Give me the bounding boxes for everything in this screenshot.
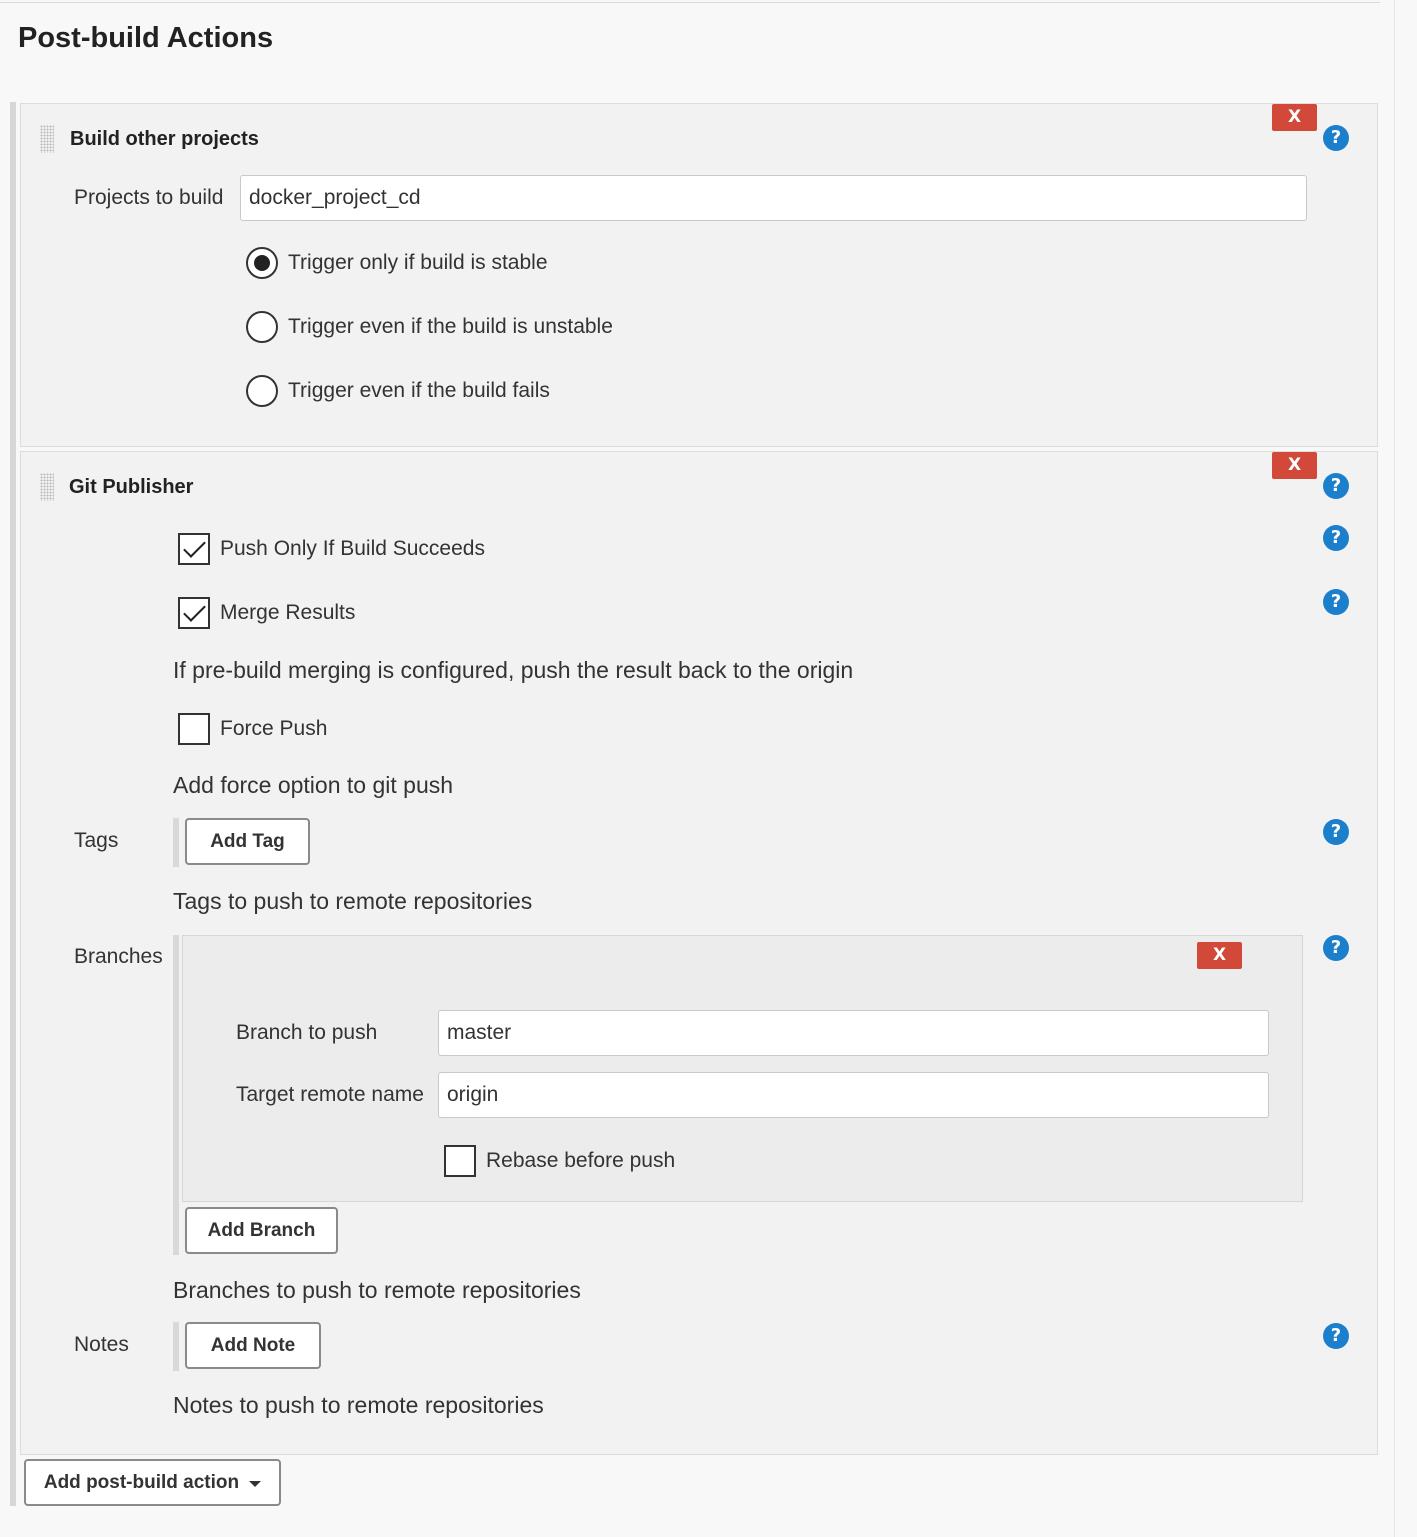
add-branch-button[interactable]: Add Branch xyxy=(185,1207,338,1254)
build-other-projects-section xyxy=(20,103,1378,447)
branch-entry xyxy=(182,935,1303,1202)
page-title: Post-build Actions xyxy=(18,22,274,54)
section-title: Build other projects xyxy=(70,128,259,150)
dropdown-caret-icon xyxy=(249,1481,261,1487)
notes-description: Notes to push to remote repositories xyxy=(173,1392,544,1418)
rebase-before-push-checkbox[interactable] xyxy=(444,1145,675,1177)
merge-results-description: If pre-build merging is configured, push the result back to the origin xyxy=(173,657,854,683)
trigger-stable-radio[interactable] xyxy=(246,247,548,279)
drag-handle-icon[interactable] xyxy=(40,473,54,501)
right-divider xyxy=(1394,0,1395,1537)
branches-description: Branches to push to remote repositories xyxy=(173,1277,581,1303)
radio-label: Trigger even if the build is unstable xyxy=(288,315,613,338)
trigger-fails-radio[interactable] xyxy=(246,375,550,407)
checkbox[interactable] xyxy=(178,597,210,629)
help-icon[interactable]: ? xyxy=(1323,473,1349,499)
git-publisher-section xyxy=(20,451,1378,1455)
button-label: Add post-build action xyxy=(43,1471,240,1493)
branches-label: Branches xyxy=(74,945,163,968)
radio-button[interactable] xyxy=(246,247,278,279)
delete-git-publisher-button[interactable]: X xyxy=(1272,452,1317,479)
section-title: Git Publisher xyxy=(69,476,194,498)
projects-to-build-label: Projects to build xyxy=(74,186,224,209)
add-post-build-action-button[interactable] xyxy=(24,1459,281,1506)
radio-label: Trigger only if build is stable xyxy=(288,251,548,274)
projects-to-build-input[interactable] xyxy=(240,175,1307,221)
tags-repeatable-bar xyxy=(173,818,179,867)
checkbox[interactable] xyxy=(444,1145,476,1177)
notes-repeatable-bar xyxy=(173,1322,179,1371)
target-remote-name-input[interactable] xyxy=(438,1072,1269,1118)
help-icon[interactable]: ? xyxy=(1323,819,1349,845)
merge-results-checkbox[interactable] xyxy=(178,597,355,629)
help-icon[interactable]: ? xyxy=(1323,935,1349,961)
force-push-description: Add force option to git push xyxy=(173,772,454,798)
help-icon[interactable]: ? xyxy=(1323,525,1349,551)
target-remote-name-label: Target remote name xyxy=(236,1083,424,1106)
checkbox[interactable] xyxy=(178,713,210,745)
add-tag-button[interactable]: Add Tag xyxy=(185,818,310,865)
delete-build-other-projects-button[interactable]: X xyxy=(1272,104,1317,131)
radio-button[interactable] xyxy=(246,311,278,343)
help-icon[interactable]: ? xyxy=(1323,589,1349,615)
force-push-checkbox[interactable] xyxy=(178,713,327,745)
checkbox[interactable] xyxy=(178,533,210,565)
checkmark-icon xyxy=(183,599,206,622)
top-divider xyxy=(0,2,1380,3)
checkbox-label: Merge Results xyxy=(220,601,356,624)
post-build-actions-bar xyxy=(10,102,16,1506)
tags-description: Tags to push to remote repositories xyxy=(173,888,533,914)
checkbox-label: Rebase before push xyxy=(486,1149,676,1172)
add-note-button[interactable]: Add Note xyxy=(185,1322,321,1369)
branch-to-push-input[interactable] xyxy=(438,1010,1269,1056)
checkbox-label: Push Only If Build Succeeds xyxy=(220,537,485,560)
branches-repeatable-bar xyxy=(173,935,179,1255)
delete-branch-button[interactable]: X xyxy=(1197,942,1242,969)
tags-label: Tags xyxy=(74,829,119,852)
branch-to-push-label: Branch to push xyxy=(236,1021,378,1044)
checkmark-icon xyxy=(183,535,206,558)
drag-handle-icon[interactable] xyxy=(40,125,54,153)
help-icon[interactable]: ? xyxy=(1323,1323,1349,1349)
checkbox-label: Force Push xyxy=(220,717,328,740)
push-only-if-success-checkbox[interactable] xyxy=(178,533,485,565)
radio-label: Trigger even if the build fails xyxy=(288,379,550,402)
help-icon[interactable]: ? xyxy=(1323,125,1349,151)
notes-label: Notes xyxy=(74,1333,129,1356)
radio-button[interactable] xyxy=(246,375,278,407)
trigger-unstable-radio[interactable] xyxy=(246,311,613,343)
